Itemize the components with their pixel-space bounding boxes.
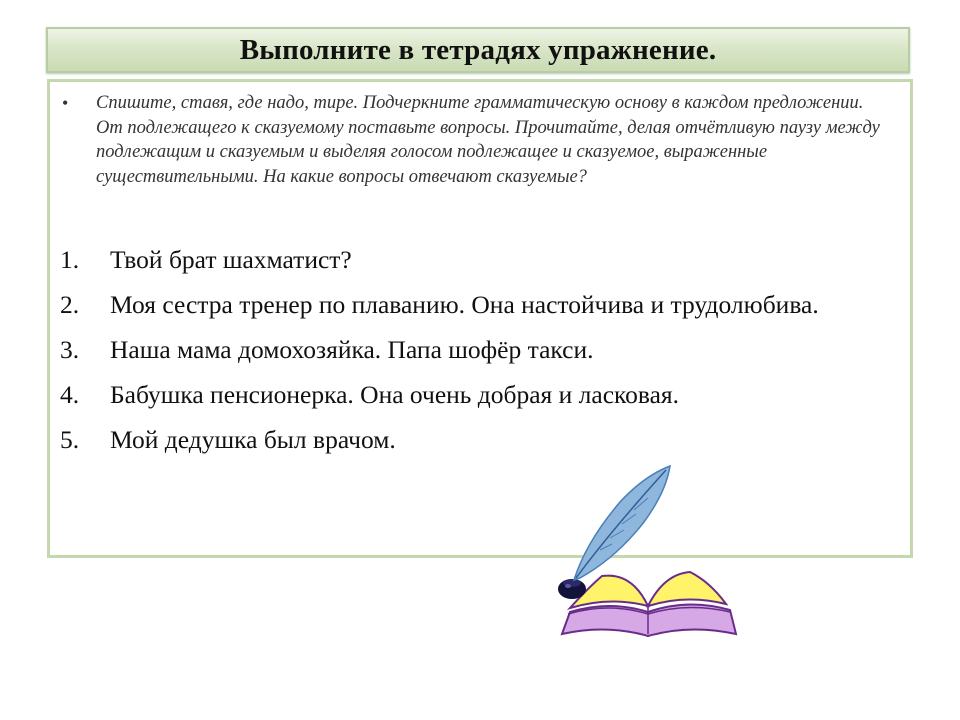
exercise-list (60, 241, 890, 466)
bullet-symbol: • (62, 93, 69, 113)
quill-inkwell-book-icon (540, 462, 750, 642)
item-text: Мой дедушка был врачом. (110, 425, 396, 454)
content-frame (47, 79, 913, 558)
item-number: 3. (60, 335, 80, 364)
list-item (60, 376, 890, 414)
item-text: Бабушка пенсионерка. Она очень добрая и ласковая. (110, 380, 680, 409)
slide-title: Выполните в тетрадях упражнение. (239, 33, 717, 66)
list-item (60, 241, 890, 279)
book-icon (562, 572, 736, 636)
item-number: 1. (60, 245, 80, 274)
item-text: Моя сестра тренер по плаванию. Она настойчива и трудолюбива. (110, 290, 819, 319)
instruction-text: Спишите, ставя, где надо, тире. Подчеркните грамматическую основу в каждом предложении. От подлежащего к сказуемому поставьте вопросы. Прочитайте, делая отчётливую паузу между подлежащим и сказуемым и выделяя голосом подлежащее и сказуемое, выраженные существительными. На какие вопросы отвечают сказуемые? (96, 93, 880, 187)
instruction-block (62, 91, 892, 189)
list-item (60, 331, 890, 369)
item-text: Твой брат шахматист? (110, 245, 352, 274)
list-item (60, 421, 890, 459)
item-number: 5. (60, 425, 80, 454)
item-number: 2. (60, 290, 80, 319)
list-item (60, 286, 890, 324)
item-text: Наша мама домохозяйка. Папа шофёр такси. (110, 335, 594, 364)
title-banner (46, 27, 910, 73)
inkwell-icon (558, 579, 586, 599)
item-number: 4. (60, 380, 80, 409)
feather-icon (574, 466, 670, 580)
